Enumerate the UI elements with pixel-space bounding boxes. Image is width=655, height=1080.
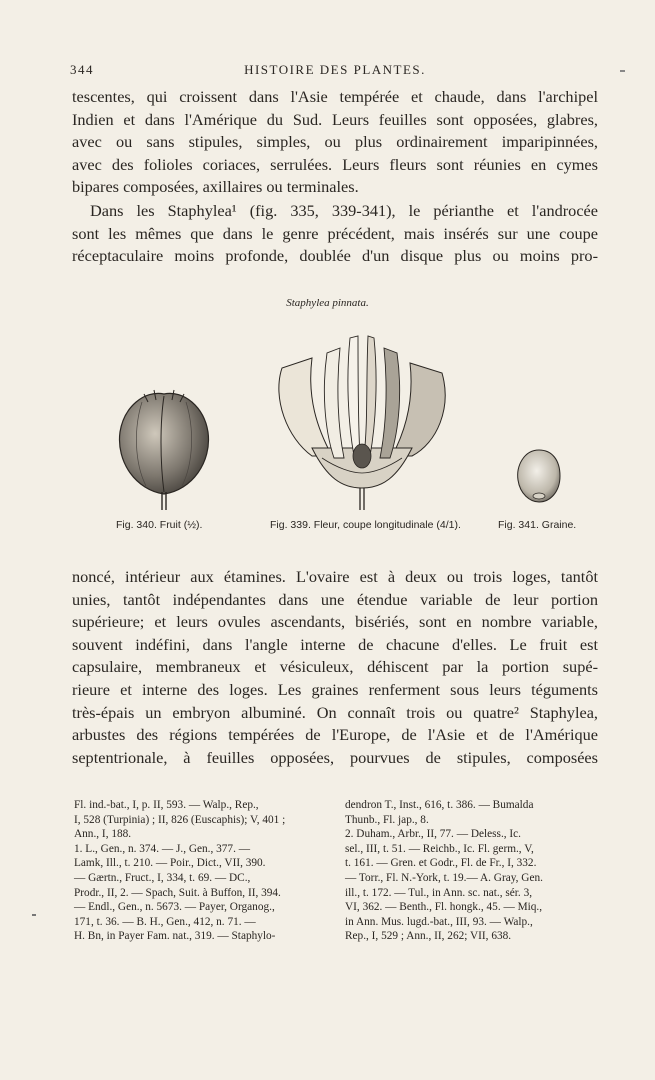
fruit-illustration [114,382,214,512]
page-number: 344 [70,62,94,77]
text-line: rieure et interne des loges. Les graines renferment sous leurs téguments [72,679,598,699]
footnote-line: Rep., I, 529 ; Ann., II, 262; VII, 638. [345,930,512,943]
footnote-line: dendron T., Inst., 616, t. 386. — Bumalda [345,799,534,811]
text-line: supérieure; et leurs ovules ascendants, bisériés, sont en nombre variable, [72,612,598,632]
figure-species-caption: Staphylea pinnata. [286,297,369,309]
text-line: réceptaculaire moins profonde, doublée d'un disque plus ou moins pro- [72,246,598,266]
footnote-line: Lamk, Ill., t. 210. — Poir., Dict., VII, 390. [74,857,266,870]
text-line: capsulaire, membraneux et vésiculeux, déhiscent par la portion supé- [72,657,598,677]
paragraph-1 [72,86,598,199]
paragraph-3 [72,566,598,769]
running-title: HISTOIRE DES PLANTES. [244,62,426,77]
footnote-line: — Endl., Gen., n. 5673. — Payer, Organog., [74,901,275,914]
fig-341-label: Fig. 341. Graine. [498,519,577,531]
footnote-line: in Ann. Mus. lugd.-bat., III, 93. — Walp., [345,915,533,928]
footnote-line: H. Bn, in Payer Fam. nat., 319. — Staphylo- [74,930,276,943]
footnotes-right [345,798,600,944]
text-line: sont les mêmes que dans le genre précédent, mais insérés sur une coupe [72,223,598,243]
text-line: tescentes, qui croissent dans l'Asie tempérée et chaude, dans l'archipel [72,87,598,106]
footnote-line: 171, t. 36. — B. H., Gen., 412, n. 71. — [74,915,256,928]
footnote-line: — Gærtn., Fruct., I, 334, t. 69. — DC., [74,871,251,884]
margin-mark [32,914,36,916]
footnote-line: ill., t. 172. — Tul., in Ann. sc. nat., sér. 3, [345,886,533,899]
text-line: Dans les Staphylea¹ (fig. 335, 339-341), le périanthe et l'androcée [90,201,598,220]
text-line: Indien et dans l'Amérique du Sud. Leurs feuilles sont opposées, glabres, [72,109,598,129]
text-line: noncé, intérieur aux étamines. L'ovaire est à deux ou trois loges, tantôt [72,567,598,586]
fig-340-label: Fig. 340. Fruit (½). [116,519,203,531]
seed-illustration [514,446,564,506]
text-line: arbustes des régions tempérées de l'Europe, de l'Asie et de l'Amérique [72,725,598,745]
paragraph-2 [72,200,598,268]
footnote-line: 2. Duham., Arbr., II, 77. — Deless., Ic. [345,828,522,841]
footnotes-left [74,798,336,944]
footnote-line: — Torr., Fl. N.-York, t. 19.— A. Gray, Gen. [345,871,543,884]
text-line: septentrionale, à feuilles opposées, pourvues de stipules, composées [72,747,598,767]
footnote-line: Thunb., Fl. jap., 8. [345,813,429,826]
text-line: très-épais un embryon albuminé. On connaît trois ou quatre² Staphylea, [72,702,598,722]
corner-mark [620,70,625,72]
running-head [70,62,600,82]
text-line: souvent indéfini, dans l'angle interne de chacune d'elles. Le fruit est [72,634,598,654]
text-line: avec des folioles coriaces, serrulées. Leurs fleurs sont réunies en cymes [72,154,598,174]
footnote-line: t. 161. — Gren. et Godr., Fl. de Fr., I, 332. [345,857,537,870]
footnote-line: VI, 362. — Benth., Fl. hongk., 45. — Miq., [345,901,543,914]
footnote-line: Fl. ind.-bat., I, p. II, 593. — Walp., Rep., [74,799,259,811]
footnote-line: Prodr., II, 2. — Spach, Suit. à Buffon, II, 394. [74,886,281,899]
text-line: unies, tantôt indépendantes dans une étendue variable de leur portion [72,589,598,609]
footnote-line: I, 528 (Turpinia) ; II, 826 (Euscaphis); V, 401 ; [74,813,286,826]
text-line: avec ou sans stipules, simples, ou plus ordinairement imparipinnées, [72,132,598,152]
fig-339-label: Fig. 339. Fleur, coupe longitudinale (4/1). [270,519,461,531]
flower-section-illustration [272,328,452,512]
footnote-line: Ann., I, 188. [74,828,132,841]
text-line: bipares composées, axillaires ou terminales. [72,177,359,197]
footnote-line: 1. L., Gen., n. 374. — J., Gen., 377. — [74,842,251,855]
footnote-line: sel., III, t. 51. — Reichb., Ic. Fl. germ., V, [345,842,534,855]
